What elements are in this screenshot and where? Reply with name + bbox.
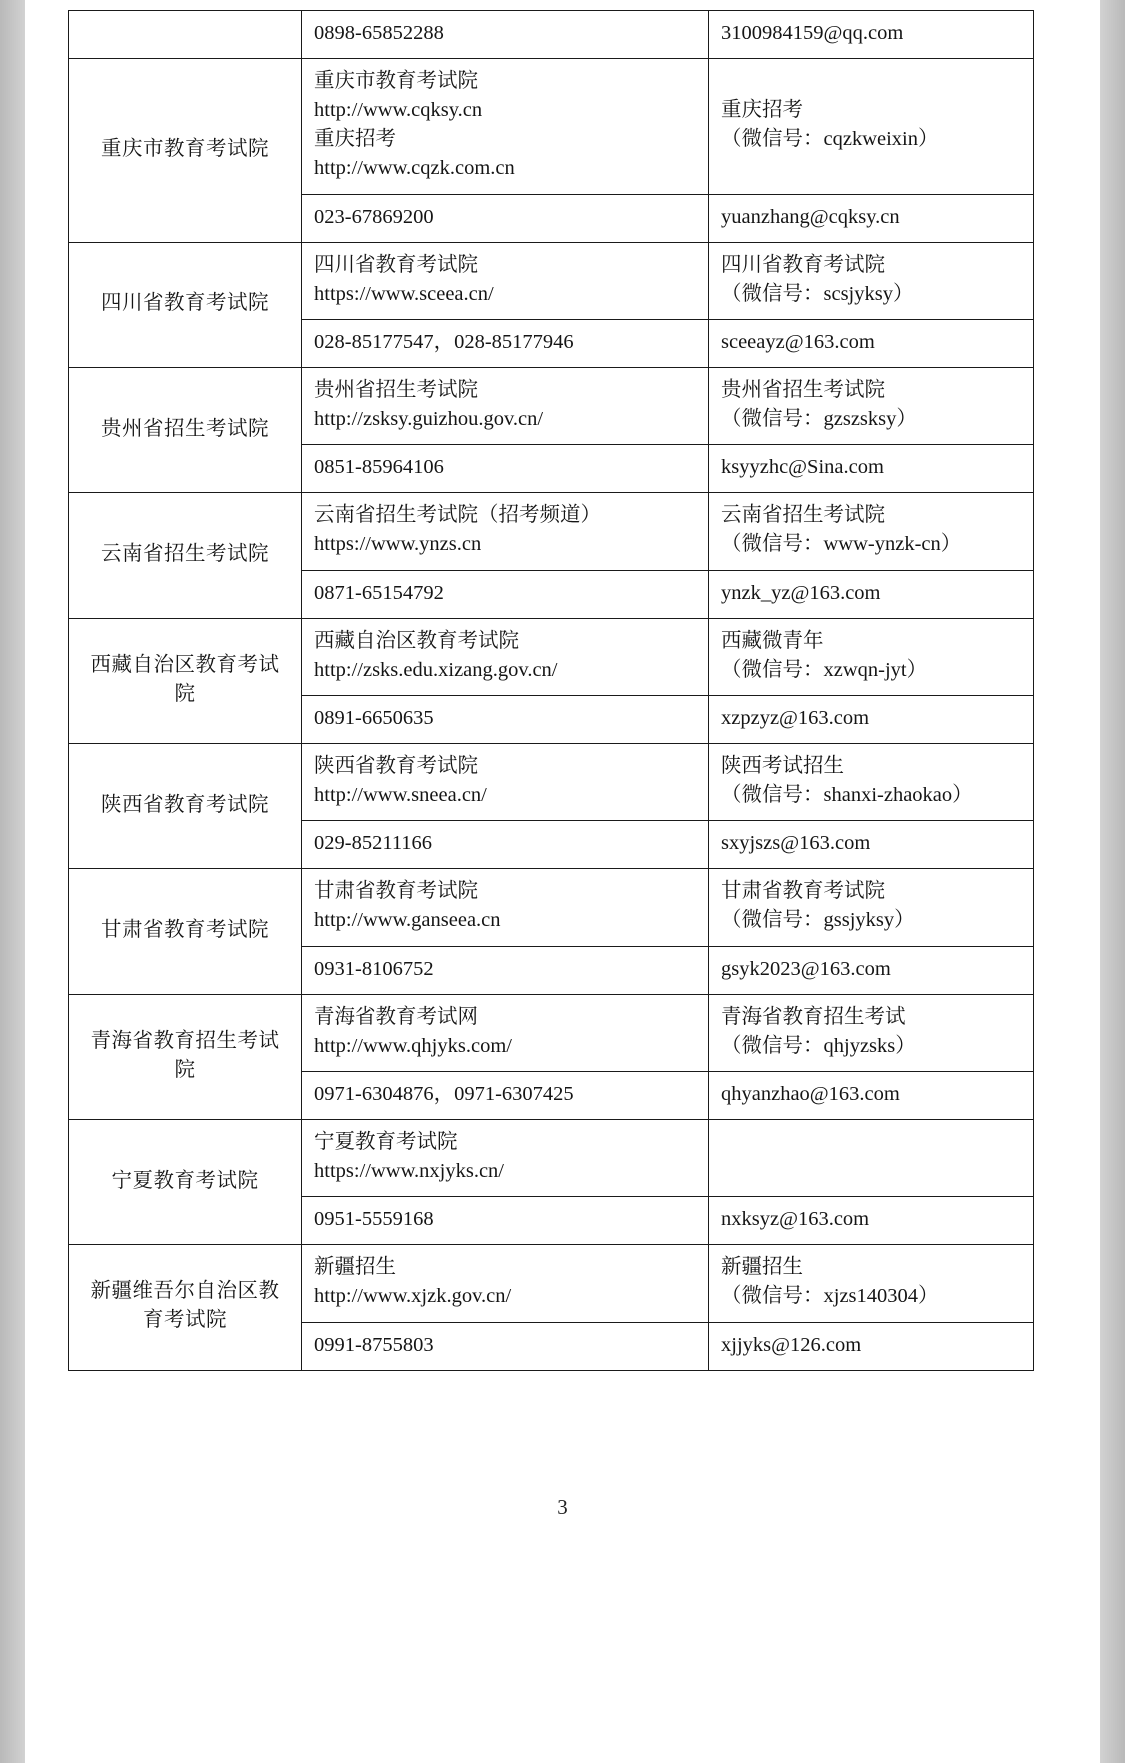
cell-website — [302, 743, 709, 820]
text-line: http://www.cqksy.cn — [314, 99, 483, 122]
text-line: 甘肃省教育考试院 — [721, 880, 885, 903]
text-line: （微信号：qhjyzsks） — [721, 1034, 916, 1057]
text-line: ksyyzhc@Sina.com — [721, 456, 884, 479]
text-line: 云南省招生考试院（招考频道） — [314, 504, 601, 527]
contact-table — [68, 10, 1034, 1371]
cell-institution-name: 青海省教育招生考试院 — [69, 994, 302, 1119]
cell-phone — [302, 445, 709, 493]
text-line: 甘肃省教育考试院 — [314, 880, 478, 903]
text-line: http://www.cqzk.com.cn — [314, 157, 515, 180]
text-line: https://www.nxjyks.cn/ — [314, 1160, 505, 1183]
text-line: （微信号：scsjyksy） — [721, 282, 914, 305]
page-number: 3 — [557, 1495, 568, 1519]
text-line: http://zsksy.guizhou.gov.cn/ — [314, 408, 544, 431]
text-line: （微信号：xzwqn-jyt） — [721, 658, 928, 681]
text-line: （微信号：gssjyksy） — [721, 909, 915, 932]
text-line: 0891-6650635 — [314, 706, 434, 729]
text-line: 新疆招生 — [721, 1256, 803, 1279]
text-line: gsyk2023@163.com — [721, 957, 891, 980]
text-line: （微信号：gzszsksy） — [721, 408, 917, 431]
cell-phone — [302, 11, 709, 59]
cell-website — [302, 1119, 709, 1196]
cell-wechat — [709, 493, 1034, 570]
text-line: 0951-5559168 — [314, 1208, 434, 1231]
table-row — [69, 1245, 1034, 1322]
text-line: http://zsks.edu.xizang.gov.cn/ — [314, 658, 558, 681]
text-line: 0991-8755803 — [314, 1333, 434, 1356]
table-row — [69, 59, 1034, 194]
text-line: 028-85177547，028-85177946 — [314, 330, 574, 353]
table-row — [69, 743, 1034, 820]
table-row — [69, 493, 1034, 570]
cell-phone — [302, 319, 709, 367]
cell-wechat — [709, 242, 1034, 319]
cell-website — [302, 367, 709, 444]
cell-wechat — [709, 367, 1034, 444]
cell-wechat — [709, 59, 1034, 194]
text-line: 029-85211166 — [314, 832, 433, 855]
text-line: （微信号：cqzkweixin） — [721, 128, 939, 151]
text-line: 宁夏教育考试院 — [314, 1130, 458, 1153]
text-line: http://www.sneea.cn/ — [314, 784, 487, 807]
table-row — [69, 1119, 1034, 1196]
cell-email — [709, 11, 1034, 59]
text-line: 0971-6304876，0971-6307425 — [314, 1082, 574, 1105]
text-line: http://www.xjzk.gov.cn/ — [314, 1285, 512, 1308]
page-right-shadow — [1100, 0, 1125, 1763]
text-line: 四川省教育考试院 — [721, 253, 885, 276]
text-line: 0851-85964106 — [314, 456, 444, 479]
text-line: 贵州省招生考试院 — [314, 378, 478, 401]
table-row — [69, 367, 1034, 444]
cell-email — [709, 946, 1034, 994]
cell-website — [302, 242, 709, 319]
text-line: 贵州省招生考试院 — [721, 378, 885, 401]
table-row — [69, 11, 1034, 59]
text-line: https://www.sceea.cn/ — [314, 282, 494, 305]
text-line: 西藏自治区教育考试院 — [314, 629, 519, 652]
text-line: yuanzhang@cqksy.cn — [721, 205, 900, 228]
cell-email — [709, 1071, 1034, 1119]
text-line: qhyanzhao@163.com — [721, 1082, 900, 1105]
cell-phone — [302, 1322, 709, 1370]
text-line: sceeayz@163.com — [721, 330, 875, 353]
cell-institution-name: 甘肃省教育考试院 — [69, 869, 302, 994]
cell-institution-name: 云南省招生考试院 — [69, 493, 302, 618]
cell-wechat — [709, 869, 1034, 946]
text-line: 陕西省教育考试院 — [314, 754, 478, 777]
cell-email — [709, 821, 1034, 869]
cell-email — [709, 445, 1034, 493]
cell-institution-name — [69, 11, 302, 59]
cell-institution-name: 新疆维吾尔自治区教育考试院 — [69, 1245, 302, 1370]
cell-wechat — [709, 1245, 1034, 1322]
cell-institution-name: 西藏自治区教育考试院 — [69, 618, 302, 743]
cell-website — [302, 994, 709, 1071]
text-line: nxksyz@163.com — [721, 1208, 870, 1231]
cell-phone — [302, 946, 709, 994]
table-row — [69, 242, 1034, 319]
text-line: 重庆市教育考试院 — [314, 70, 478, 93]
cell-wechat — [709, 618, 1034, 695]
text-line: 0898-65852288 — [314, 22, 444, 44]
text-line: 青海省教育考试网 — [314, 1005, 478, 1028]
text-line: http://www.qhjyks.com/ — [314, 1034, 512, 1057]
cell-phone — [302, 1197, 709, 1245]
text-line: 陕西考试招生 — [721, 754, 844, 777]
text-line: 青海省教育招生考试 — [721, 1005, 906, 1028]
text-line: 重庆招考 — [314, 128, 396, 151]
cell-email — [709, 695, 1034, 743]
cell-website — [302, 59, 709, 194]
cell-website — [302, 1245, 709, 1322]
page-left-shadow — [0, 0, 25, 1763]
text-line: （微信号：xjzs140304） — [721, 1285, 939, 1308]
cell-website — [302, 618, 709, 695]
cell-institution-name: 四川省教育考试院 — [69, 242, 302, 367]
text-line: 四川省教育考试院 — [314, 253, 478, 276]
table-row — [69, 994, 1034, 1071]
cell-email — [709, 194, 1034, 242]
cell-website — [302, 493, 709, 570]
text-line: xzpzyz@163.com — [721, 706, 870, 729]
cell-phone — [302, 570, 709, 618]
text-line: 023-67869200 — [314, 205, 434, 228]
cell-website — [302, 869, 709, 946]
text-line: xjjyks@126.com — [721, 1333, 862, 1356]
text-line: 新疆招生 — [314, 1256, 396, 1279]
text-line: https://www.ynzs.cn — [314, 533, 482, 556]
cell-email — [709, 319, 1034, 367]
text-line: 0871-65154792 — [314, 581, 444, 604]
text-line: sxyjszs@163.com — [721, 832, 871, 855]
text-line: （微信号：www-ynzk-cn） — [721, 533, 962, 556]
text-line: 云南省招生考试院 — [721, 504, 885, 527]
cell-email — [709, 570, 1034, 618]
cell-wechat — [709, 994, 1034, 1071]
cell-phone — [302, 695, 709, 743]
cell-email — [709, 1197, 1034, 1245]
text-line: （微信号：shanxi-zhaokao） — [721, 784, 973, 807]
cell-wechat — [709, 743, 1034, 820]
text-line: http://www.ganseea.cn — [314, 909, 501, 932]
cell-institution-name: 重庆市教育考试院 — [69, 59, 302, 243]
cell-institution-name: 贵州省招生考试院 — [69, 367, 302, 492]
text-line: 3100984159@qq.com — [721, 22, 904, 44]
cell-email — [709, 1322, 1034, 1370]
text-line: ynzk_yz@163.com — [721, 581, 881, 604]
table-row — [69, 618, 1034, 695]
text-line: 0931-8106752 — [314, 957, 434, 980]
cell-institution-name: 陕西省教育考试院 — [69, 743, 302, 868]
cell-wechat — [709, 1119, 1034, 1196]
table-row — [69, 869, 1034, 946]
text-line: 重庆招考 — [721, 99, 803, 122]
text-line: 西藏微青年 — [721, 629, 824, 652]
cell-phone — [302, 821, 709, 869]
cell-institution-name: 宁夏教育考试院 — [69, 1119, 302, 1244]
cell-phone — [302, 1071, 709, 1119]
cell-phone — [302, 194, 709, 242]
document-page — [25, 0, 1100, 1763]
